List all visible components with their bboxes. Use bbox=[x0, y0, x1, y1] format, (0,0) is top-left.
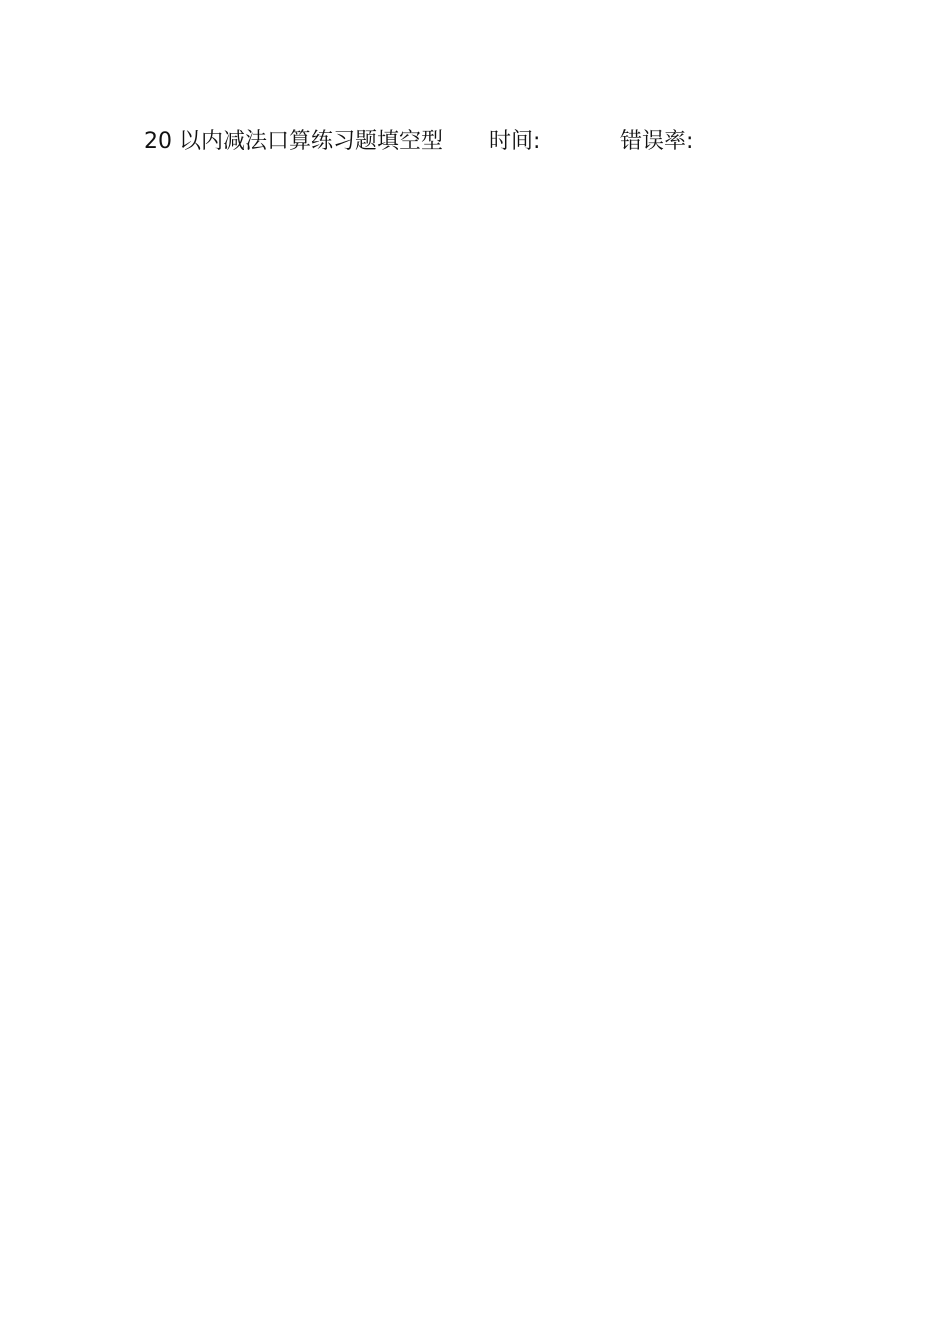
worksheet-header bbox=[144, 126, 844, 158]
worksheet-title: 20 以内减法口算练习题填空型 bbox=[144, 129, 443, 154]
time-label: 时间: bbox=[489, 129, 541, 154]
error-rate-label: 错误率: bbox=[620, 129, 694, 154]
